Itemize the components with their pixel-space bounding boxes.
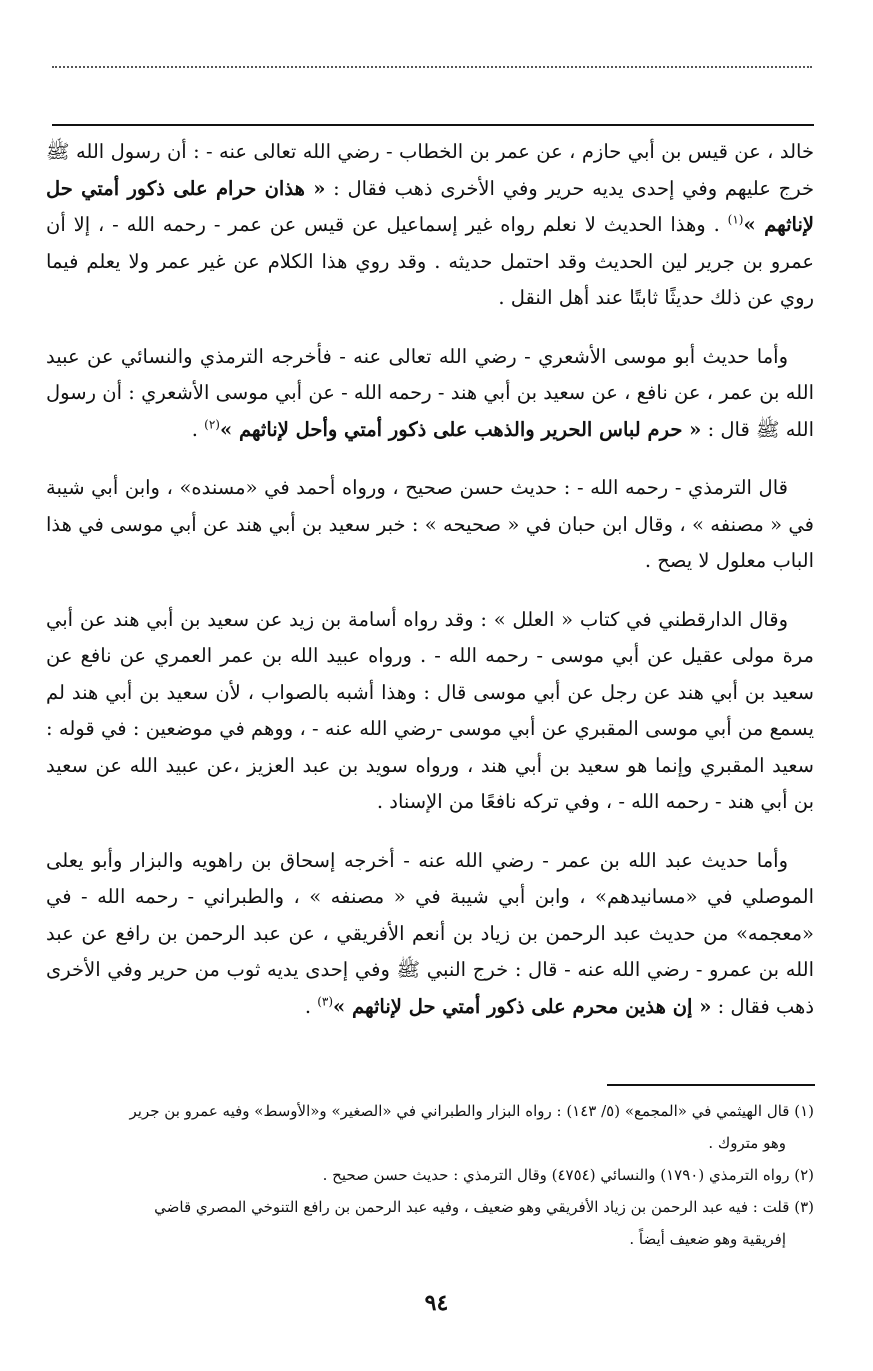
hadith-quote: « حرم لباس الحرير والذهب على ذكور أمتي وأحل لإناثهم » <box>219 417 702 441</box>
header-dotted-line <box>52 66 812 80</box>
footnote-rule <box>607 1084 815 1086</box>
footnote-1-continuation: وهو متروك . <box>708 1134 786 1152</box>
page-number: ٩٤ <box>424 1290 449 1316</box>
paragraph-text: . وهذا الحديث لا نعلم رواه غير إسماعيل عن قيس عن عمر - رحمه الله - ، إلا أن عمرو بن جرير لين الحديث وقد احتمل حديثه . وقد روي هذا الكلام عن غير عمر ولا يعلم فيما روي عن ذلك حديثًا ثابتًا عند أهل النقل . <box>46 213 814 309</box>
paragraph-2 <box>46 339 814 449</box>
paragraph-3 <box>46 470 814 580</box>
paragraph-text: خالد ، عن قيس بن أبي حازم ، عن عمر بن الخطاب - رضي الله تعالى عنه - : أن رسول الله ﷺ خرج عليهم وفي إحدى يديه حرير وفي الأخرى ذهب فقال : <box>46 140 815 200</box>
footnote-ref: (٣) <box>317 994 334 1008</box>
footnote-2: (٢) رواه الترمذي (١٧٩٠) والنسائي (٤٧٥٤) وقال الترمذي : حديث حسن صحيح . <box>322 1166 814 1184</box>
footnote-3: (٣) قلت : فيه عبد الرحمن بن زياد الأفريقي وهو ضعيف ، وفيه عبد الرحمن بن رافع التنوخي المصري قاضي <box>154 1198 814 1216</box>
paragraph-text: وقال الدارقطني في كتاب « العلل » : وقد رواه أسامة بن زيد عن سعيد بن أبي هند عن أبي مرة مولى عقيل عن أبي موسى - رحمه الله - . ورواه عبيد الله بن عمر العمري عن نافع عن سعيد بن أبي هند عن رجل عن أبي موسى قال : وهذا أشبه بالصواب ، لأن سعيد بن أبي هند لم يسمع من أبي موسى المقبري عن أبي موسى -رضي الله عنه - ، ووهم في موضعين : في قوله : سعيد المقبري وإنما هو سعيد بن أبي هند ، ورواه سويد بن عبد العزيز ،عن عبيد الله عن سعيد بن أبي هند - رحمه الله - ، وفي تركه نافعًا من الإسناد . <box>46 607 814 813</box>
paragraph-5 <box>46 843 814 1026</box>
paragraph-text: . <box>304 994 318 1018</box>
paragraph-4 <box>46 602 814 821</box>
footnote-ref: (١) <box>727 212 744 227</box>
main-text <box>46 134 814 1047</box>
paragraph-text: وأما حديث عبد الله بن عمر - رضي الله عنه - أخرجه إسحاق بن راهويه والبزار وأبو يعلى الموصلي في «مسانيدهم» ، وابن أبي شيبة في « مصنفه » ، والطبراني - رحمه الله - في «معجمه» من حديث عبد الرحمن بن زياد بن أنعم الأفريقي ، عن عبد الرحمن بن رافع عن عبد الله بن عمرو - رضي الله عنه - قال : خرج النبي ﷺ وفي إحدى يديه ثوب من حرير وفي الأخرى ذهب فقال : <box>46 848 814 1018</box>
paragraph-text: وأما حديث أبو موسى الأشعري - رضي الله تعالى عنه - فأخرجه الترمذي والنسائي عن عبيد الله بن عمر ، عن نافع ، عن سعيد بن أبي هند - رحمه الله - عن أبي موسى الأشعري : أن رسول الله ﷺ قال : <box>46 344 814 441</box>
paragraph-text: . <box>191 417 205 441</box>
paragraph-text: قال الترمذي - رحمه الله - : حديث حسن صحيح ، ورواه أحمد في «مسنده» ، وابن أبي شيبة في « مصنفه » ، وقال ابن حبان في « صحيحه » : خبر سعيد بن أبي هند عن أبي موسى في هذا الباب معلول لا يصح . <box>46 476 814 572</box>
footnote-1: (١) قال الهيثمي في «المجمع» (٥/ ١٤٣) : رواه البزار والطبراني في «الصغير» و«الأوسط» وفيه عمرو بن جرير <box>129 1102 814 1120</box>
paragraph-1 <box>46 134 814 317</box>
footnotes <box>46 1096 814 1256</box>
footnote-3-continuation: إفريقية وهو ضعيف أيضاً . <box>629 1230 786 1248</box>
header-rule <box>52 124 814 126</box>
hadith-quote: « إن هذين محرم على ذكور أمتي حل لإناثهم » <box>333 994 712 1018</box>
footnote-ref: (٢) <box>204 417 220 431</box>
hadith-quote: « هذان حرام على ذكور أمتي حل لإناثهم » <box>46 176 814 236</box>
